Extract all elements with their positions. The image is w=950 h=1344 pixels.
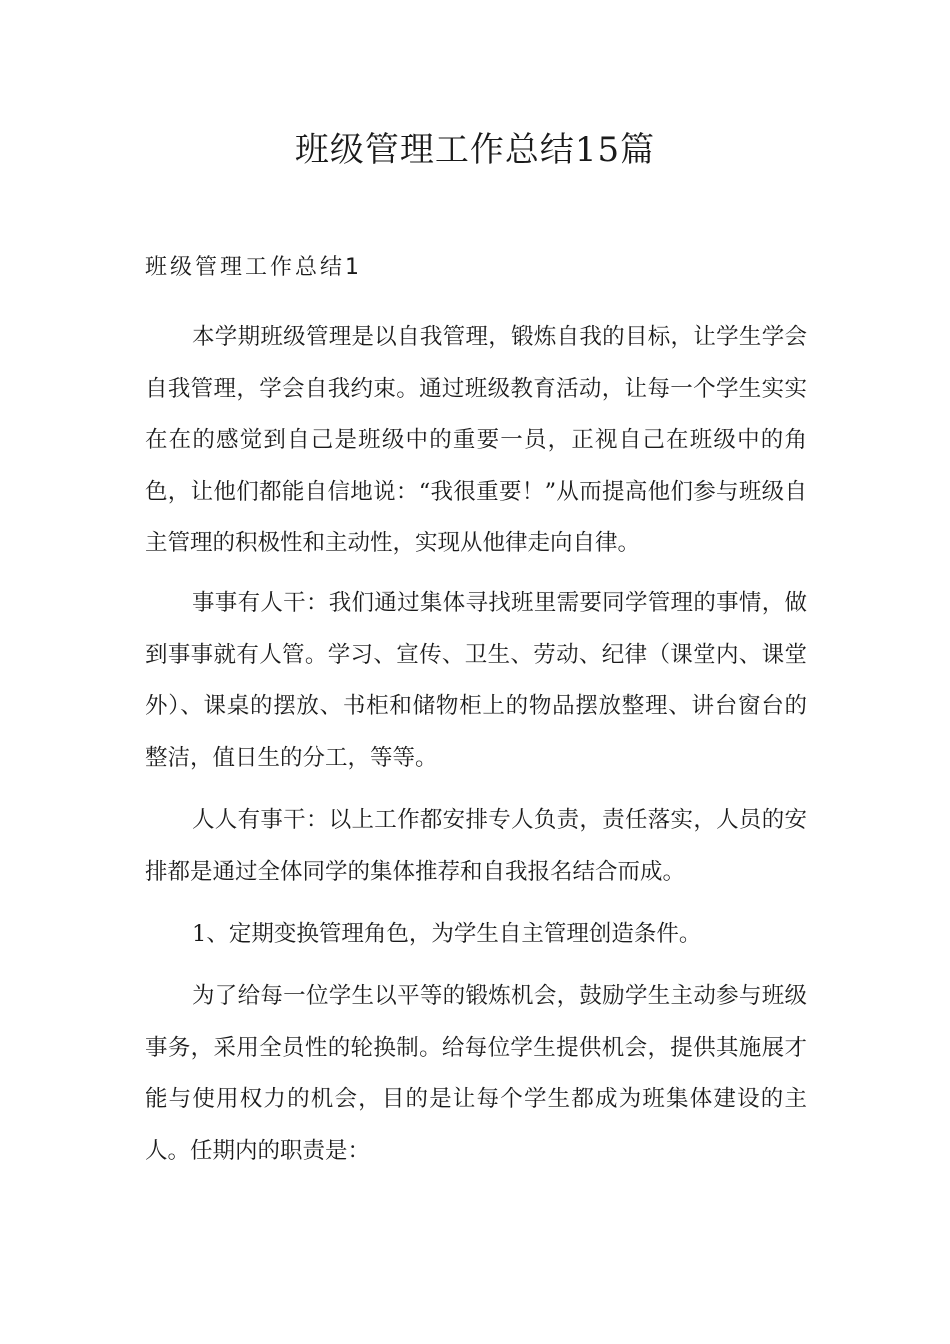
document-title: 班级管理工作总结15篇	[294, 130, 656, 170]
section-heading: 班级管理工作总结1	[145, 255, 362, 280]
paragraph-tasks-for-all: 事事有人干：我们通过集体寻找班里需要同学管理的事情，做到事事就有人管。学习、宣传、卫生、劳动、纪律（课堂内、课堂外）、课桌的摆放、书柜和储物柜上的物品摆放整理、讲台窗台的整洁，值日生的分工，等等。	[145, 590, 807, 771]
paragraph-intro: 本学期班级管理是以自我管理，锻炼自我的目标，让学生学会自我管理，学会自我约束。通过班级教育活动，让每一个学生实实在在的感觉到自己是班级中的重要一员，正视自己在班级中的角色，让他们都能自信地说：“我很重要！”从而提高他们参与班级自主管理的积极性和主动性，实现从他律走向自律。	[145, 324, 807, 556]
paragraph-point-1: 1、定期变换管理角色，为学生自主管理创造条件。	[192, 921, 702, 947]
paragraph-everyone-has-task: 人人有事干：以上工作都安排专人负责，责任落实，人员的安排都是通过全体同学的集体推荐和自我报名结合而成。	[145, 807, 807, 885]
paragraph-rotation: 为了给每一位学生以平等的锻炼机会，鼓励学生主动参与班级事务，采用全员性的轮换制。给每位学生提供机会，提供其施展才能与使用权力的机会，目的是让每个学生都成为班集体建设的主人。任期内的职责是：	[145, 983, 807, 1164]
